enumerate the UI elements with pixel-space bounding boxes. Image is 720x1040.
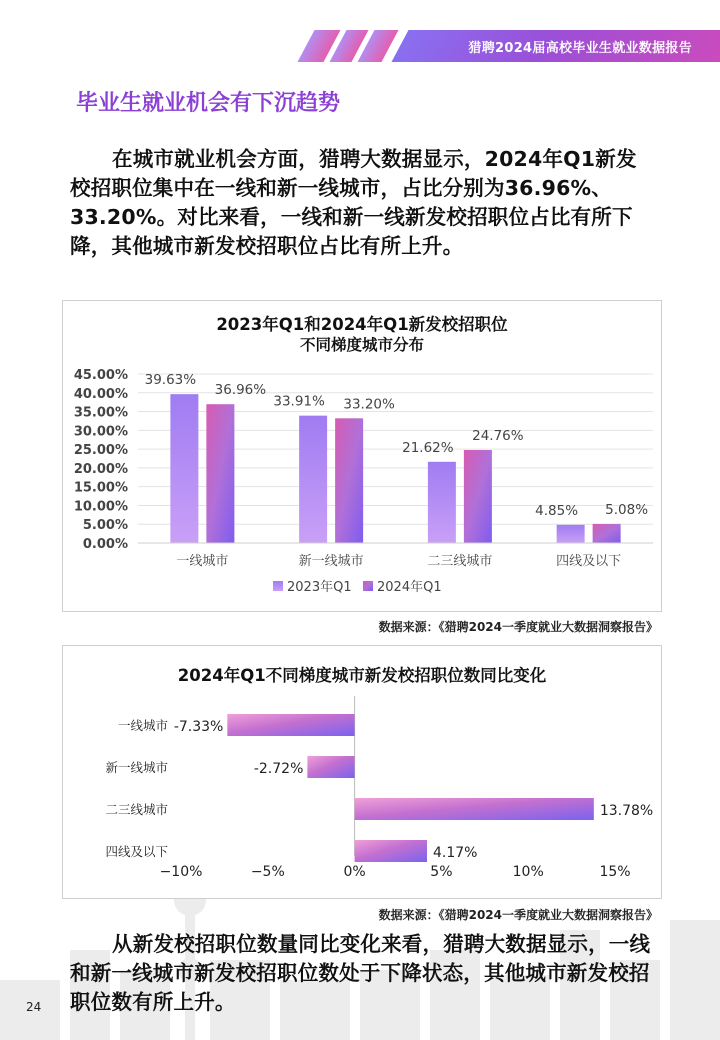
data-label: -7.33% [173, 719, 224, 735]
data-label: 5.08% [605, 501, 649, 518]
x-tick-label: −10% [159, 864, 203, 880]
category-label: 一线城市 [117, 718, 168, 733]
bar-2023q1 [428, 462, 456, 543]
header-banner [300, 30, 720, 62]
bar-2024q1 [335, 418, 363, 543]
category-label: 四线及以下 [105, 844, 168, 859]
data-label: 24.76% [472, 428, 524, 445]
chart2-source: 数据来源：《猎聘2024一季度就业大数据洞察报告》 [378, 908, 658, 922]
section-title: 毕业生就业机会有下沉趋势 [76, 91, 341, 116]
bar-2023q1 [170, 394, 198, 543]
bar-2023q1 [557, 525, 585, 543]
x-tick-label: 5% [430, 864, 453, 880]
bar-2023q1 [299, 416, 327, 543]
page-number: 24 [26, 1000, 42, 1014]
chart1-panel [62, 300, 662, 612]
legend-swatch [363, 581, 373, 591]
data-label: 36.96% [214, 382, 267, 399]
paragraph-intro: 在城市就业机会方面，猎聘大数据显示，2024年Q1新发校招职位集中在一线和新一线城市，占比分别为36.96%、33.20%。对比来看，一线和新一线新发校招职位占比有所下降，其他城市新发校招职位占比有所上升。 [70, 147, 637, 258]
y-tick-label: 10.00% [73, 499, 128, 515]
data-label: 13.78% [599, 803, 654, 819]
chart1-source: 数据来源：《猎聘2024一季度就业大数据洞察报告》 [378, 620, 658, 634]
category-label: 一线城市 [176, 554, 229, 569]
data-label: -2.72% [253, 761, 304, 777]
data-label: 21.62% [402, 439, 454, 456]
category-label: 二三线城市 [427, 554, 493, 569]
category-label: 二三线城市 [105, 802, 168, 817]
data-label: 33.20% [343, 396, 395, 413]
category-label: 新一线城市 [105, 760, 168, 775]
paragraph-conclusion: 从新发校招职位数量同比变化来看，猎聘大数据显示，一线和新一线城市新发校招职位数处于下降状态，其他城市新发校招职位数有所上升。 [70, 932, 651, 1014]
x-tick-label: −5% [250, 864, 285, 880]
y-tick-label: 0.00% [82, 537, 128, 552]
data-label: 33.91% [273, 393, 325, 410]
legend-label: 2023年Q1 [287, 580, 352, 595]
y-tick-label: 30.00% [73, 424, 128, 440]
x-tick-label: 0% [343, 864, 366, 880]
bar [307, 756, 354, 778]
bar [355, 798, 594, 820]
report-title: 猎聘2024届高校毕业生就业数据报告 [468, 41, 692, 56]
x-tick-label: 10% [512, 864, 544, 880]
bar-2024q1 [593, 524, 621, 543]
category-label: 新一线城市 [298, 554, 364, 569]
y-tick-label: 25.00% [73, 443, 128, 459]
chart2-svg [63, 646, 661, 898]
category-label: 四线及以下 [556, 554, 622, 569]
y-tick-label: 35.00% [73, 405, 128, 421]
x-tick-label: 15% [599, 864, 631, 880]
legend-swatch [273, 581, 283, 591]
data-label: 4.17% [432, 845, 478, 861]
data-label: 4.85% [535, 502, 579, 519]
chart2-title: 2024年Q1不同梯度城市新发校招职位数同比变化 [177, 666, 547, 685]
bar-2024q1 [206, 404, 234, 543]
chart1-title-line1: 2023年Q1和2024年Q1新发校招职位 [216, 315, 508, 334]
y-tick-label: 45.00% [73, 368, 128, 383]
data-label: 39.63% [144, 372, 197, 389]
bar [355, 840, 427, 862]
y-tick-label: 40.00% [73, 386, 128, 402]
chart1-svg [63, 301, 661, 611]
y-tick-label: 15.00% [73, 480, 128, 496]
chart1-title-line2: 不同梯度城市分布 [299, 336, 424, 354]
y-tick-label: 5.00% [82, 518, 128, 534]
bar-2024q1 [464, 450, 492, 543]
chart2-panel [62, 645, 662, 899]
bar [227, 714, 354, 736]
y-tick-label: 20.00% [73, 461, 128, 477]
legend-label: 2024年Q1 [377, 580, 442, 595]
